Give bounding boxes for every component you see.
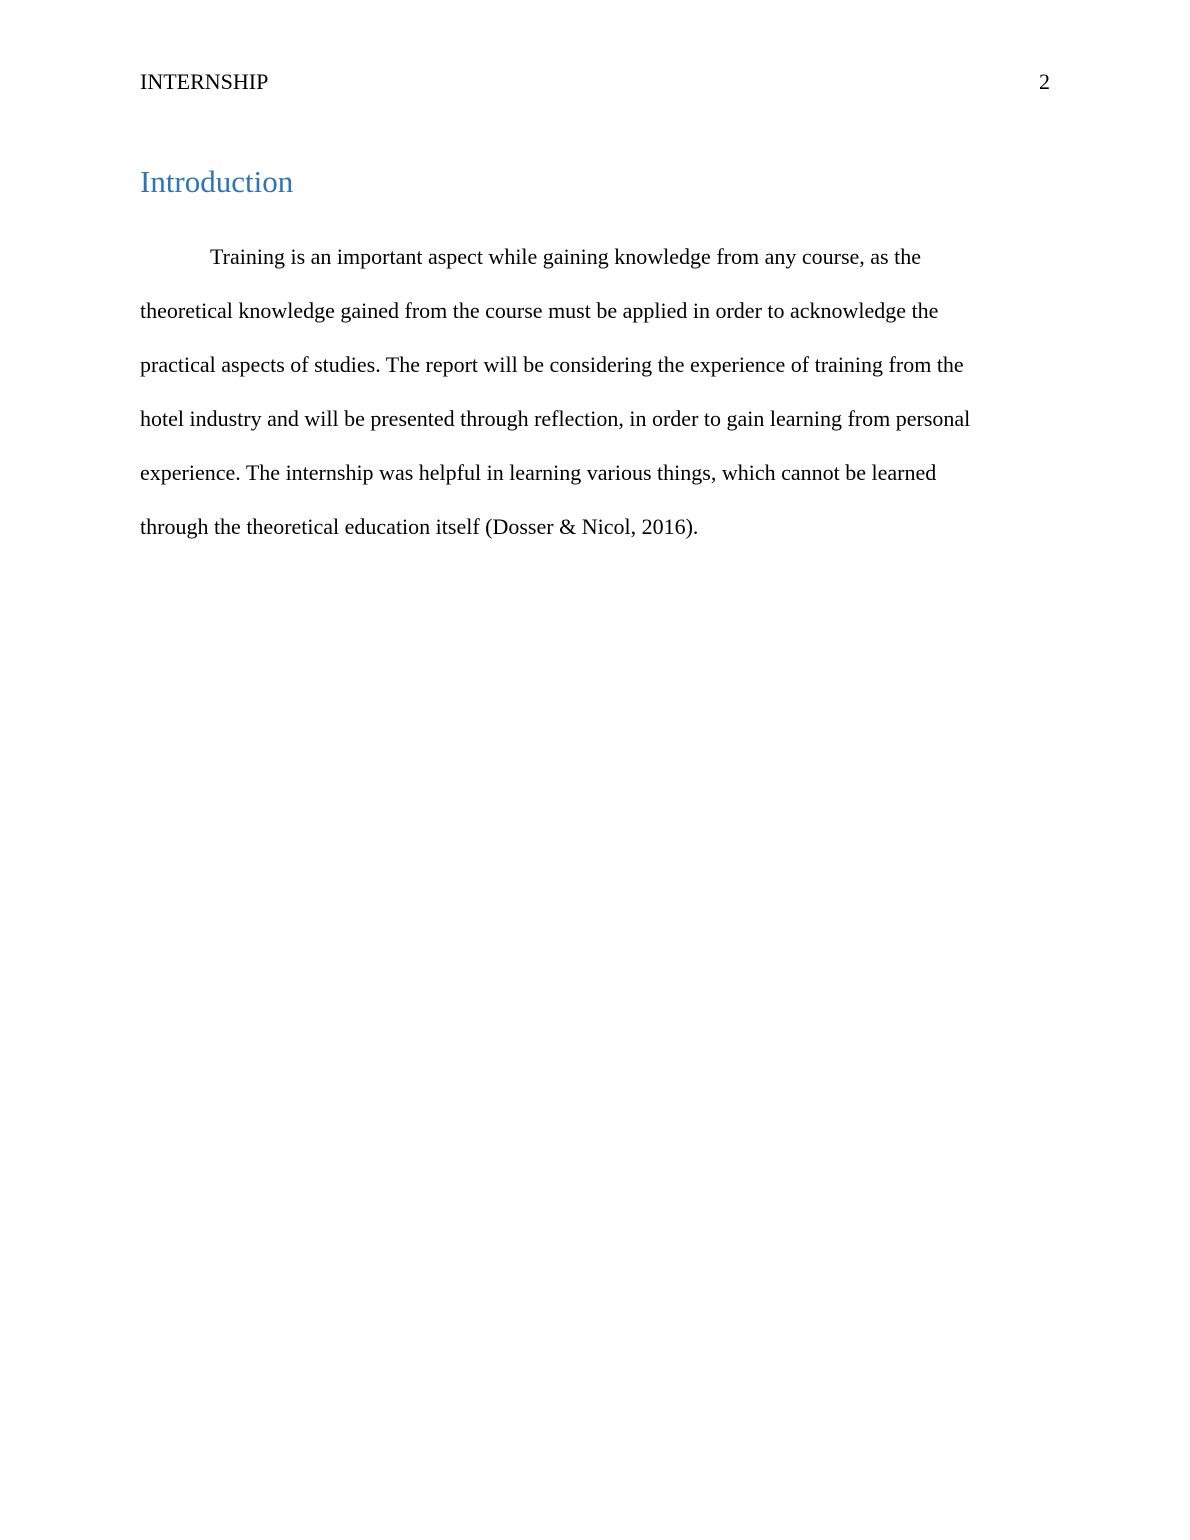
page-number: 2 bbox=[1039, 69, 1050, 94]
body-paragraph bbox=[140, 230, 1040, 554]
paragraph-line: through the theoretical education itself (Dosser & Nicol, 2016). bbox=[140, 514, 699, 539]
paragraph-line: theoretical knowledge gained from the course must be applied in order to acknowledge the bbox=[140, 298, 939, 323]
paragraph-line: Training is an important aspect while gaining knowledge from any course, as the bbox=[210, 244, 921, 269]
section-heading: Introduction bbox=[140, 164, 294, 199]
paragraph-line: experience. The internship was helpful in learning various things, which cannot be learned bbox=[140, 460, 937, 485]
running-head: INTERNSHIP bbox=[140, 69, 269, 94]
paragraph-line: practical aspects of studies. The report will be considering the experience of training from the bbox=[140, 352, 964, 377]
paragraph-line: hotel industry and will be presented through reflection, in order to gain learning from personal bbox=[140, 406, 971, 431]
